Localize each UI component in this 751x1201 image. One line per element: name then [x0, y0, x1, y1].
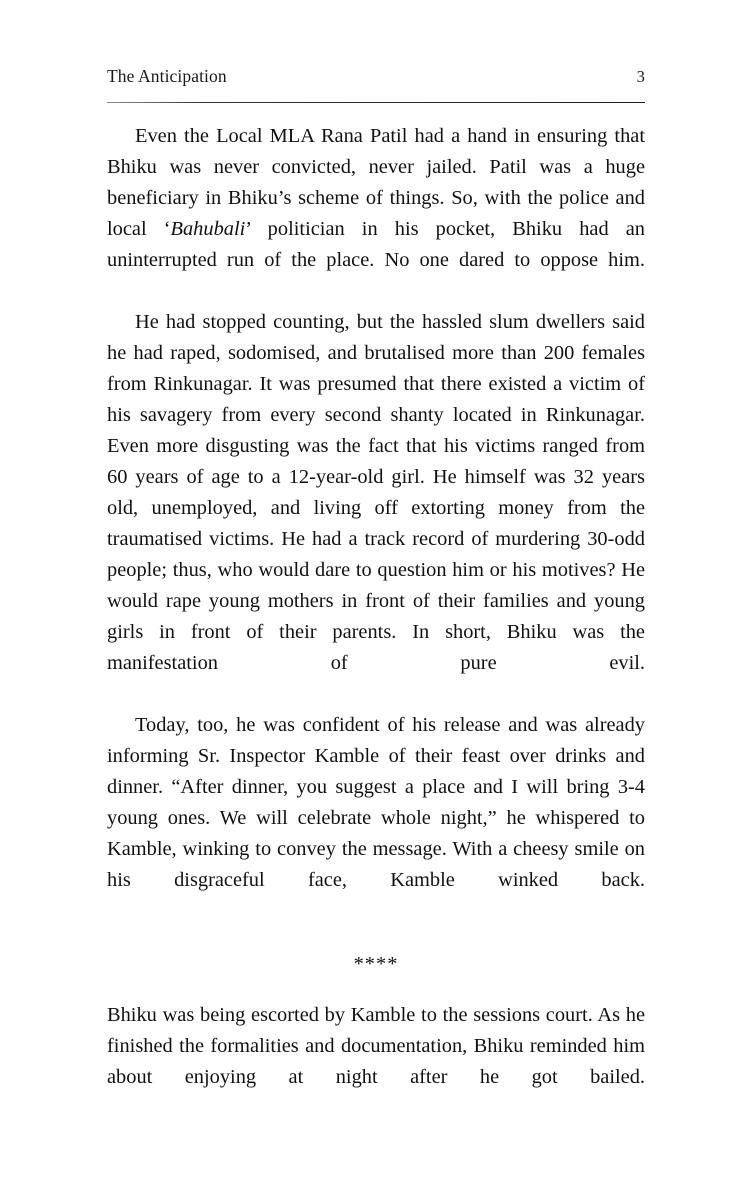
page-number: 3 [636, 67, 645, 86]
body-text-block [107, 121, 645, 927]
body-text-block-after-break [107, 1000, 645, 1124]
running-head-rule [107, 102, 645, 103]
paragraph-1: Even the Local MLA Rana Patil had a hand in ensuring that Bhiku was never convicted, never jailed. Patil was a huge beneficiary in Bhiku’s scheme of things. So, with the police and local ‘Bahubali’ politician in his pocket, Bhiku had an uninterrupted run of the place. No one dared to oppose him. [107, 125, 645, 271]
scene-break-marker: **** [353, 953, 399, 975]
emphasised-term: Bahubali [170, 218, 246, 240]
paragraph-4: Bhiku was being escorted by Kamble to the sessions court. As he finished the formalities and documentation, Bhiku reminded him about enjoying at night after he got bailed. [107, 1004, 645, 1088]
running-head-title: The Anticipation [107, 66, 227, 86]
paragraph-2: He had stopped counting, but the hassled slum dwellers said he had raped, sodomised, and brutalised more than 200 females from Rinkunagar. It was presumed that there existed a victim of his savagery from every second shanty located in Rinkunagar. Even more disgusting was the fact that his victims ranged from 60 years of age to a 12-year-old girl. He himself was 32 years old, unemployed, and living off extorting money from the traumatised victims. He had a track record of murdering 30-odd people; thus, who would dare to question him or his motives? He would rape young mothers in front of their families and young girls in front of their parents. In short, Bhiku was the manifestation of pure evil. [107, 311, 645, 674]
paragraph-3: Today, too, he was confident of his release and was already informing Sr. Inspector Kamble of their feast over drinks and dinner. “After dinner, you suggest a place and I will bring 3-4 young ones. We will celebrate whole night,” he whispered to Kamble, winking to convey the message. With a cheesy smile on his disgraceful face, Kamble winked back. [107, 714, 645, 891]
running-head [107, 66, 645, 87]
page-content-column [107, 66, 645, 1124]
